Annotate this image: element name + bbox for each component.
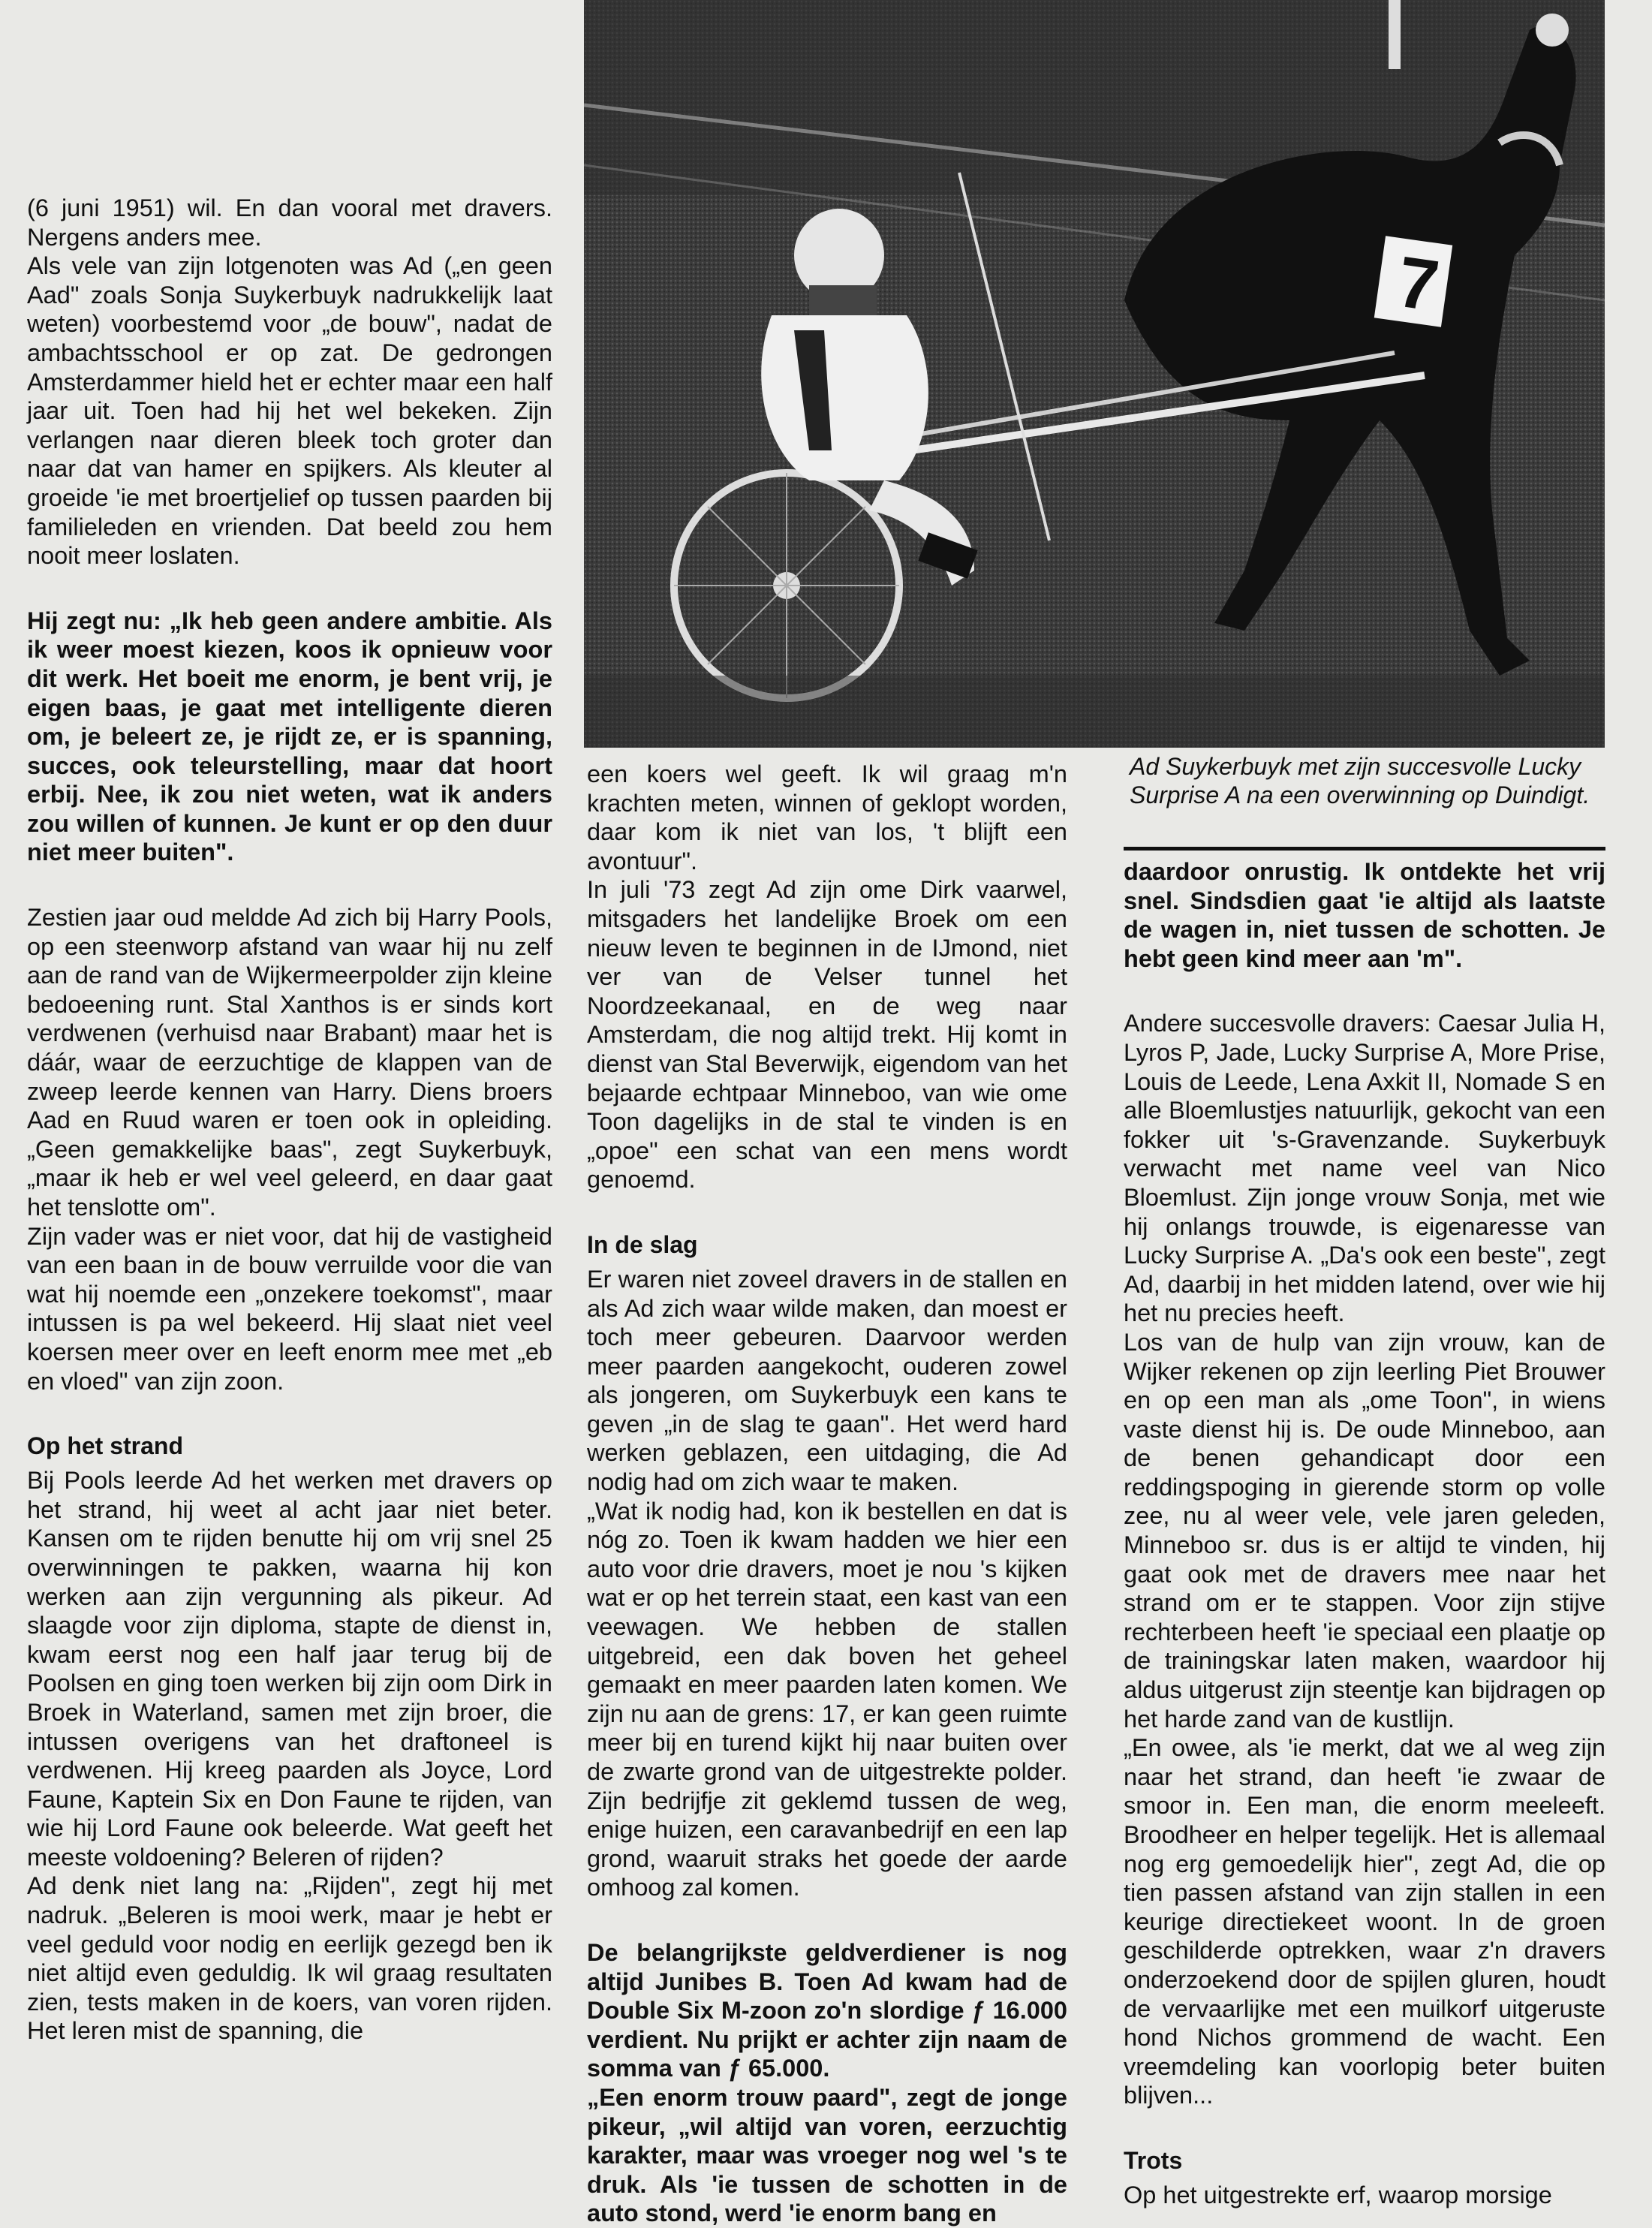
photo-caption: Ad Suykerbuyk met zijn succesvolle Lucky Surprise A na een overwinning op Duindigt. [1130, 753, 1590, 808]
quote-paragraph: „Een enorm trouw paard", zegt de jonge pikeur, „wil altijd van voren, eerzuchtig karakter, maar was vroeger nog wel 's te druk. Als 'ie tussen de schotten in de auto stond, werd 'ie enorm bang en [587, 2083, 1067, 2227]
paragraph: Op het uitgestrekte erf, waarop morsige [1124, 2181, 1552, 2208]
photo-illustration [584, 0, 1605, 748]
section-heading: In de slag [587, 1230, 698, 1258]
paragraph: Er waren niet zoveel dravers in de stallen en als Ad zich waar wilde maken, dan moest er toch meer gebeuren. Daarvoor werden meer paarden aangekocht, ouderen zowel als jongeren, om Suykerbuyk een kans te geven „in de slag te gaan". Het werd hard werken geblazen, een uitdaging, die Ad nodig had om zich waar te maken. [587, 1265, 1067, 1496]
section-heading: Trots [1124, 2146, 1183, 2174]
paragraph: „En owee, als 'ie merkt, dat we al weg zijn naar het strand, dan heeft 'ie zwaar de smoor in. Een man, die enorm meeleeft. Broodheer en helper tegelijk. Het is allemaal nog erg gemoedelijk hier", zegt Ad, die op tien passen afstand van zijn stallen in een keurige directiekeet woont. In de groen geschilderde optrekken, waar z'n dravers onderzoekend door de spijlen gluren, houdt de vervaarlijke met een muilkorf uitgeruste hond Nichos grommend de wacht. Een vreemdeling kan voorlopig beter buiten blijven... [1124, 1734, 1605, 2109]
paragraph: Ad denk niet lang na: „Rijden", zegt hij met nadruk. „Beleren is mooi werk, maar je hebt er veel geduld voor nodig en eerlijk gezegd ben ik niet altijd even geduldig. Ik wil graag resultaten zien, tests maken in de koers, van voren rijden. Het leren mist de spanning, die [27, 1872, 552, 2045]
column-right [1124, 848, 1605, 2210]
paragraph: Zijn vader was er niet voor, dat hij de vastigheid van een baan in de bouw verruilde voor die van wat hij noemde een „onzekere toekomst", maar intussen is pa wel bekeerd. Hij slaat niet veel koersen meer over en leeft enorm mee met „eb en vloed" van zijn zoon. [27, 1222, 552, 1395]
paragraph: Los van de hulp van zijn vrouw, kan de Wijker rekenen op zijn leerling Piet Brouwer en op een man als „ome Toon", in wiens vaste dienst hij is. De oude Minneboo, aan de benen gehandicapt door een reddingspoging in gierende storm op volle zee, nu al weer vele, vele jaren geleden, Minneboo sr. dus is er altijd te vinden, hij gaat ook met de dravers mee naar het strand om er te stappen. Voor zijn stijve rechterbeen heeft 'ie speciaal een plaatje op de trainingskar laten maken, waardoor hij aldus uitgerust zijn steentje kan bijdragen op het harde zand van de kustlijn. [1124, 1328, 1605, 1733]
section-heading: Op het strand [27, 1432, 184, 1460]
highlight-paragraph: De belangrijkste geldverdiener is nog altijd Junibes B. Toen Ad kwam had de Double Six M-zoon zo'n slordige ƒ 16.000 verdient. Nu prijkt er achter zijn naam de somma van ƒ 65.000. [587, 1938, 1067, 2082]
paragraph: In juli '73 zegt Ad zijn ome Dirk vaarwel, mitsgaders het landelijke Broek om een nieuw leven te beginnen in de IJmond, niet ver van de Velser tunnel het Noordzeekanaal, en de weg naar Amsterdam, die nog altijd trekt. Hij komt in dienst van Stal Beverwijk, eigendom van het bejaarde echtpaar Minneboo, van wie ome Toon dagelijks in de stal te vinden is en „opoe" een schat van een mens wordt genoemd. [587, 876, 1067, 1194]
column-middle [587, 760, 1067, 2228]
paragraph: Andere succesvolle dravers: Caesar Julia H, Lyros P, Jade, Lucky Surprise A, More Prise, Louis de Leede, Lena Axkit II, Nomade S en alle Bloemlustjes natuurlijk, gekocht van een fokker uit 's-Gravenzande. Suykerbuyk verwacht met name veel van Nico Bloemlust. Zijn jonge vrouw Sonja, met wie hij onlangs trouwde, is eigenaresse van Lucky Surprise A. „Da's ook een beste", zegt Ad, daarbij in het midden latend, over wie hij het nu precies heeft. [1124, 1010, 1605, 1327]
photo-trotting-horse [584, 0, 1605, 748]
paragraph: Als vele van zijn lotgenoten was Ad („en geen Aad" zoals Sonja Suykerbuyk nadrukkelijk laat weten) voorbestemd voor „de bouw", nadat de ambachtsschool er op zat. De gedrongen Amsterdammer hield het er echter maar een half jaar uit. Toen had hij het wel bekeken. Zijn verlangen naar dieren bleek toch groter dan naar dat van hamer en spijkers. Als kleuter al groeide 'ie met broertjelief op tussen paarden bij familieleden en vrienden. Dat beeld zou hem nooit meer loslaten. [27, 252, 552, 570]
quote-paragraph: daardoor onrustig. Ik ontdekte het vrij snel. Sindsdien gaat 'ie altijd als laatste de wagen in, niet tussen de schotten. Je hebt geen kind meer aan 'm". [1124, 858, 1605, 972]
quote-paragraph: Hij zegt nu: „Ik heb geen andere ambitie. Als ik weer moest kiezen, koos ik opnieuw voor dit werk. Het boeit me enorm, je bent vrij, je eigen baas, je gaat met intelligente dieren om, je beleert ze, je rijdt ze, er is spanning, succes, ook teleurstelling, maar dat hoort erbij. Nee, ik zou niet weten, wat ik anders zou willen of kunnen. Je kunt er op den duur niet meer buiten". [27, 607, 552, 866]
paragraph: (6 juni 1951) wil. En dan vooral met dravers. Nergens anders mee. [27, 194, 552, 251]
column-left [27, 194, 552, 2046]
paragraph: „Wat ik nodig had, kon ik bestellen en dat is nóg zo. Toen ik kwam hadden we hier een auto voor drie dravers, moet je nou 's kijken wat er op het terrein staat, een kast van een veewagen. We hebben de stallen uitgebreid, een dak boven het geheel gemaakt en meer paarden laten komen. We zijn nu aan de grens: 17, er kan geen ruimte meer bij en turend kijkt hij naar buiten over de zwarte grond van de uitgestrekte polder. Zijn bedrijfje zit geklemd tussen de weg, enige huizen, een caravanbedrijf en een lap grond, waaruit straks het goede der aarde omhoog zal komen. [587, 1497, 1067, 1901]
sulky-number: 7 [1392, 241, 1444, 327]
paragraph: Bij Pools leerde Ad het werken met dravers op het strand, hij weet al acht jaar niet beter. Kansen om te rijden benutte hij om vrij snel 25 overwinningen te pakken, waarna hij kon werken aan zijn vergunning als pikeur. Ad slaagde voor zijn diploma, stapte de dienst in, kwam eerst nog een half jaar terug bij de Poolsen en ging toen werken bij zijn oom Dirk in Broek in Waterland, samen met zijn broer, die intussen overigens van het draftoneel is verdwenen. Hij kreeg paarden als Joyce, Lord Faune, Kaptein Six en Don Faune te rijden, van wie hij Lord Faune ook beleerde. Wat geeft het meeste voldoening? Beleren of rijden? [27, 1467, 552, 1871]
paragraph: Zestien jaar oud meldde Ad zich bij Harry Pools, op een steenworp afstand van waar hij nu zelf aan de rand van de Wijkermeerpolder zijn kleine bedoeening runt. Stal Xanthos is er sinds kort verdwenen (verhuisd naar Brabant) maar het is dáár, waar de eerzuchtige de klappen van de zweep leerde kennen van Harry. Diens broers Aad en Ruud waren er toen ook in opleiding. „Geen gemakkelijke baas", zegt Suykerbuyk, „maar ik heb er wel veel geleerd, en daar gaat het tenslotte om". [27, 904, 552, 1221]
paragraph: een koers wel geeft. Ik wil graag m'n krachten meten, winnen of geklopt worden, daar kom ik niet van los, 't blijft een avontuur". [587, 760, 1067, 875]
